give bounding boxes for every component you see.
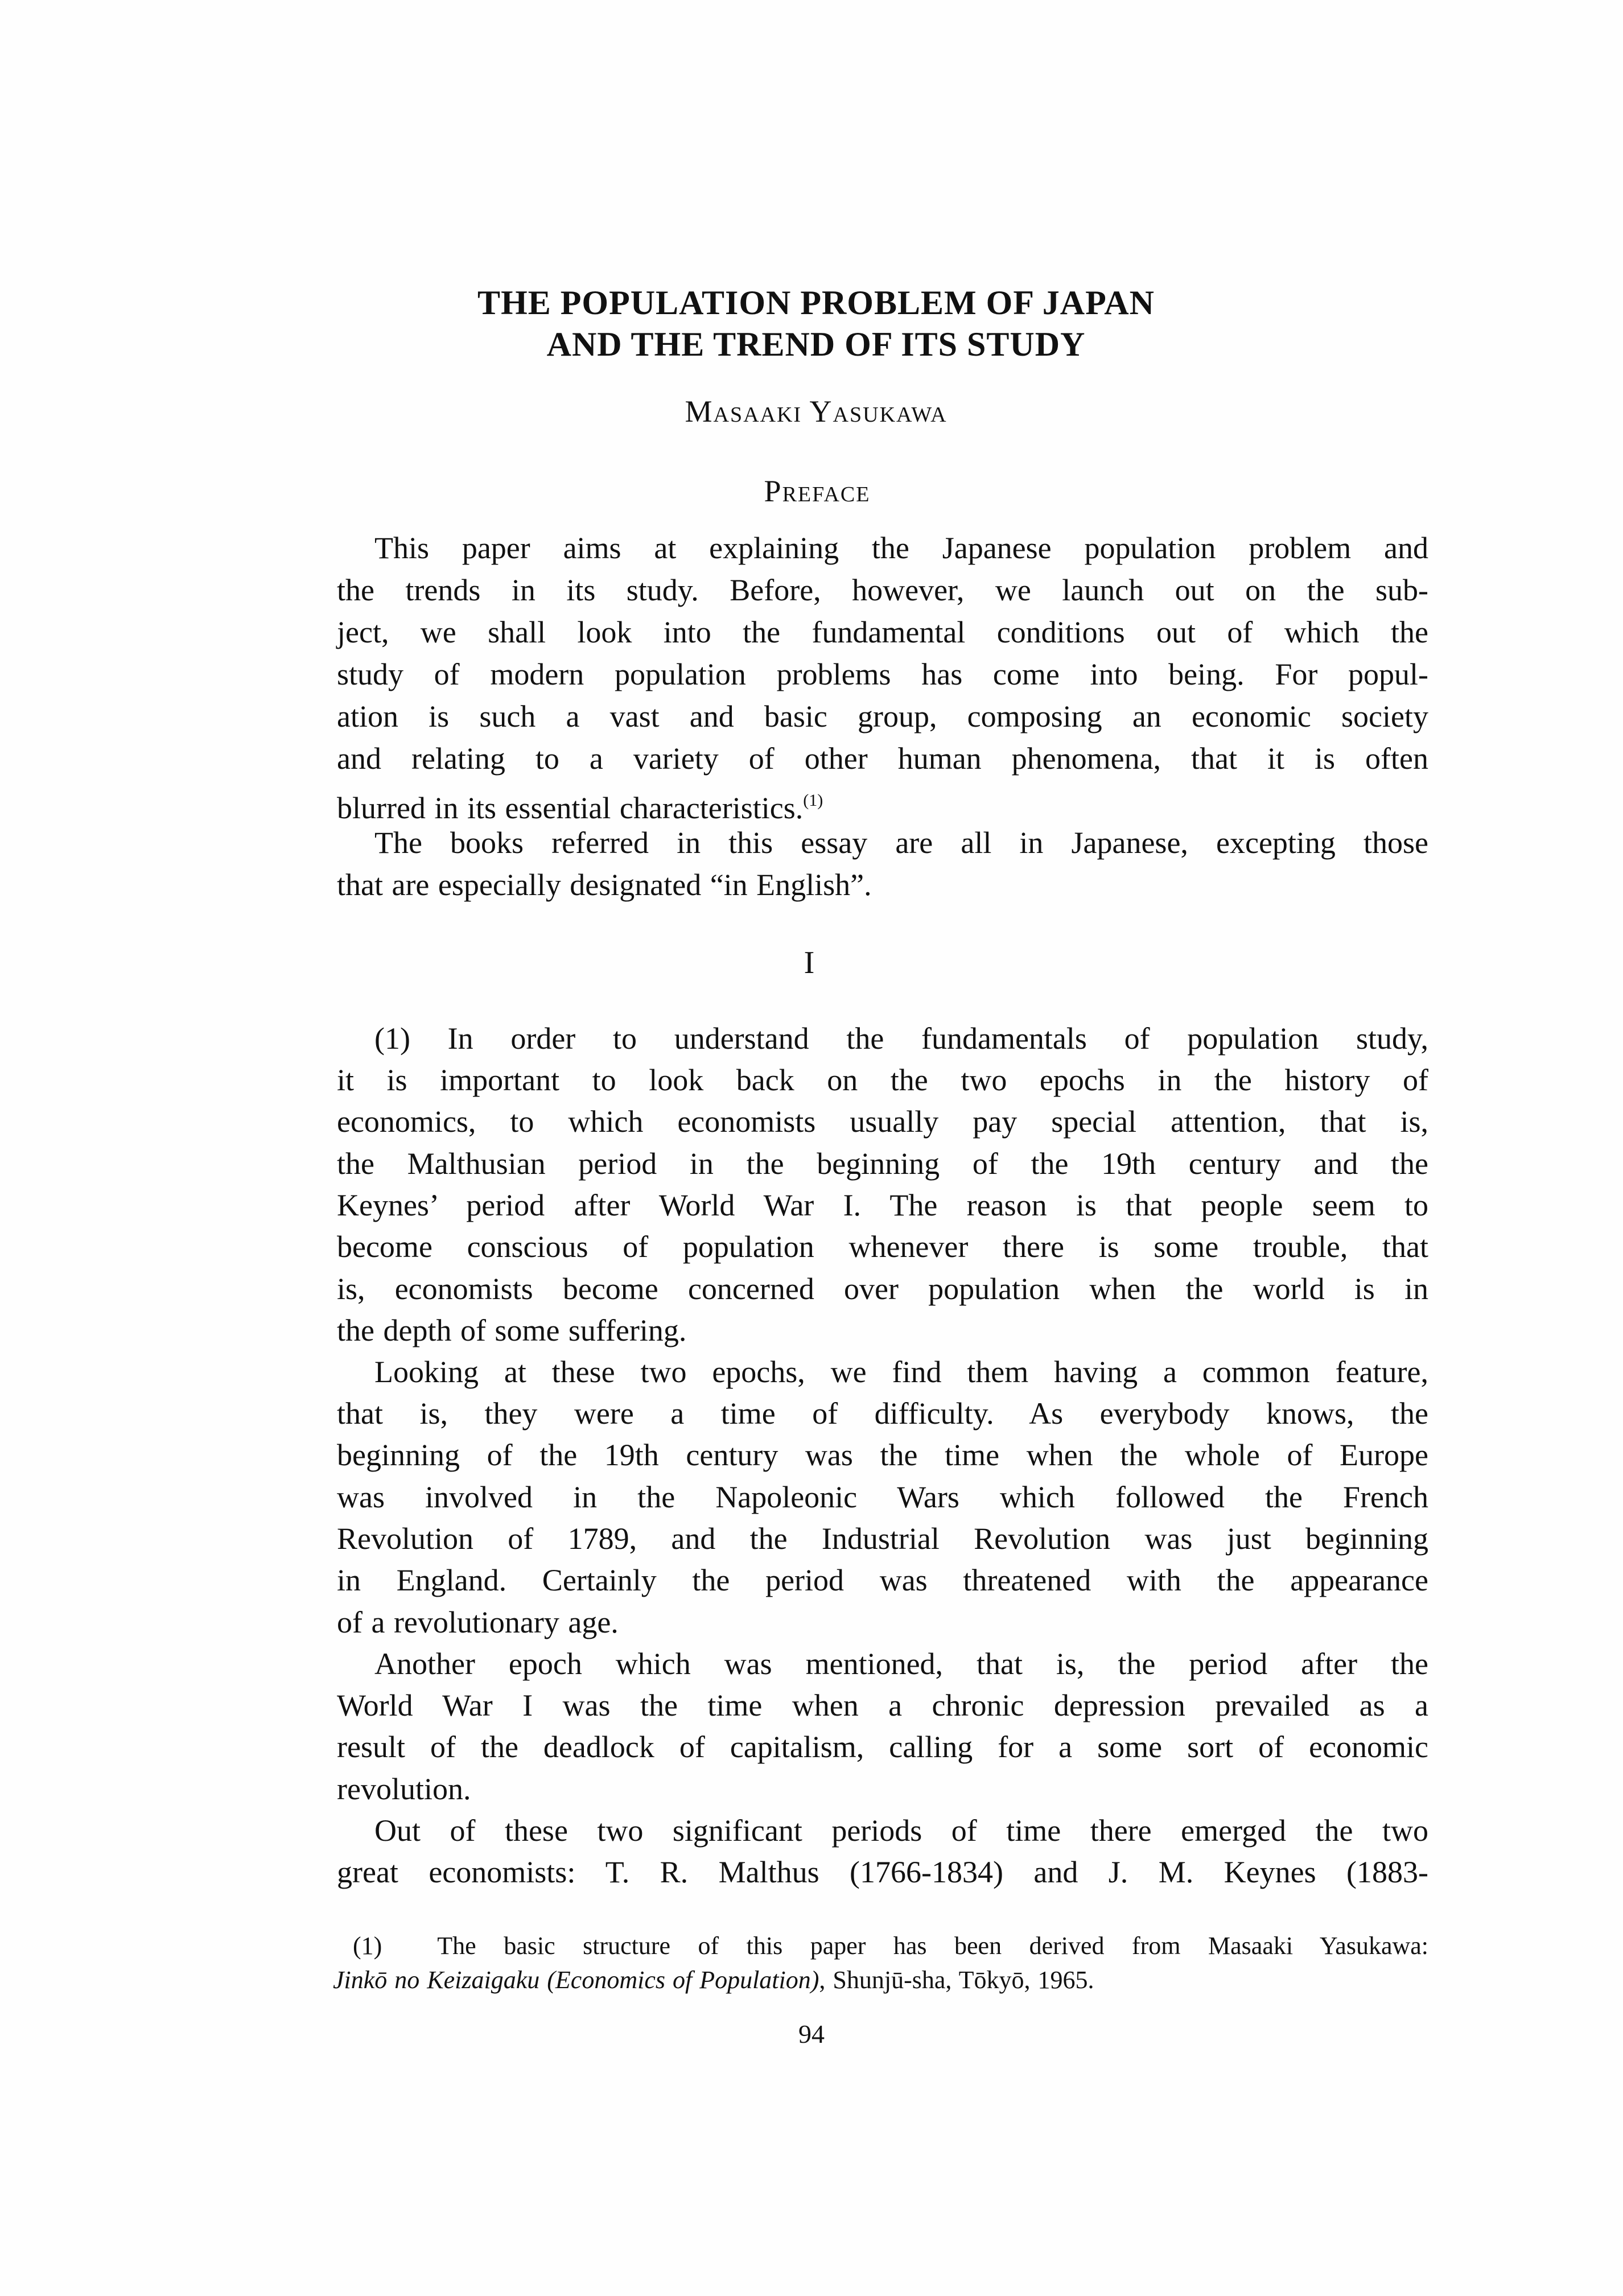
text-line: This paper aims at explaining the Japanese population problem and (374, 531, 1428, 565)
text-line: great economists: T. R. Malthus (1766-1834) and J. M. Keynes (1883- (337, 1855, 1428, 1889)
text-line: Keynes’ period after World War I. The reason is that people seem to (337, 1188, 1428, 1222)
text-line: that are especially designated “in English”. (337, 868, 872, 902)
page-number: 94 (798, 2019, 825, 2048)
text-span: blurred in its essential characteristics. (337, 791, 804, 825)
text-line: revolution. (337, 1772, 471, 1806)
text-line: Another epoch which was mentioned, that is, the period after the (374, 1647, 1428, 1681)
text-line: result of the deadlock of capitalism, calling for a some sort of economic (337, 1730, 1428, 1764)
text-line: the depth of some suffering. (337, 1313, 687, 1347)
text-line: it is important to look back on the two epochs in the history of (337, 1063, 1428, 1097)
text-line: that is, they were a time of difficulty. As everybody knows, the (337, 1396, 1428, 1431)
text-line: is, economists become concerned over population when the world is in (337, 1272, 1428, 1306)
article-title-line-2: AND THE TREND OF ITS STUDY (546, 325, 1086, 363)
footnote-marker: (1) (353, 1932, 382, 1960)
footnote-reference[interactable]: (1) (803, 791, 823, 810)
text-line: become conscious of population whenever there is some trouble, that (337, 1230, 1428, 1264)
article-title-line-1: THE POPULATION PROBLEM OF JAPAN (477, 284, 1155, 321)
text-line: beginning of the 19th century was the time when the whole of Europe (337, 1438, 1428, 1472)
text-line: of a revolutionary age. (337, 1605, 619, 1639)
text-line: (1) In order to understand the fundamentals of population study, (374, 1021, 1428, 1056)
text-line: the trends in its study. Before, however, we launch out on the sub- (337, 573, 1428, 607)
text-line: The books referred in this essay are all in Japanese, excepting those (374, 826, 1428, 860)
footnote-book-title: Jinkō no Keizaigaku (Economics of Population) (333, 1966, 819, 1994)
footnote-line (353, 1929, 1428, 1963)
text-line: in England. Certainly the period was threatened with the appearance (337, 1563, 1428, 1597)
text-line: Revolution of 1789, and the Industrial Revolution was just beginning (337, 1522, 1428, 1556)
section-heading: I (804, 945, 815, 980)
author-name: Masaaki Yasukawa (685, 394, 948, 428)
text-line: and relating to a variety of other human phenomena, that it is often (337, 741, 1428, 776)
text-line: ject, we shall look into the fundamental conditions out of which the (337, 615, 1428, 649)
text-line: the Malthusian period in the beginning of the 19th century and the (337, 1147, 1428, 1181)
text-line (337, 780, 1428, 825)
text-line: World War I was the time when a chronic depression prevailed as a (337, 1688, 1428, 1722)
text-line: ation is such a vast and basic group, composing an economic society (337, 699, 1428, 733)
footnote-line (333, 1963, 1428, 1997)
text-line: Out of these two significant periods of time there emerged the two (374, 1813, 1428, 1848)
text-line: was involved in the Napoleonic Wars which followed the French (337, 1480, 1428, 1514)
preface-heading: Preface (764, 474, 871, 508)
text-line: economics, to which economists usually pay special attention, that is, (337, 1104, 1428, 1139)
footnote-publication: , Shunjū-sha, Tōkyō, 1965. (819, 1966, 1094, 1994)
footnote-text: The basic structure of this paper has been derived from Masaaki Yasukawa: (437, 1932, 1429, 1960)
text-line: Looking at these two epochs, we find them having a common feature, (374, 1355, 1428, 1389)
text-line: study of modern population problems has come into being. For popul- (337, 657, 1428, 691)
